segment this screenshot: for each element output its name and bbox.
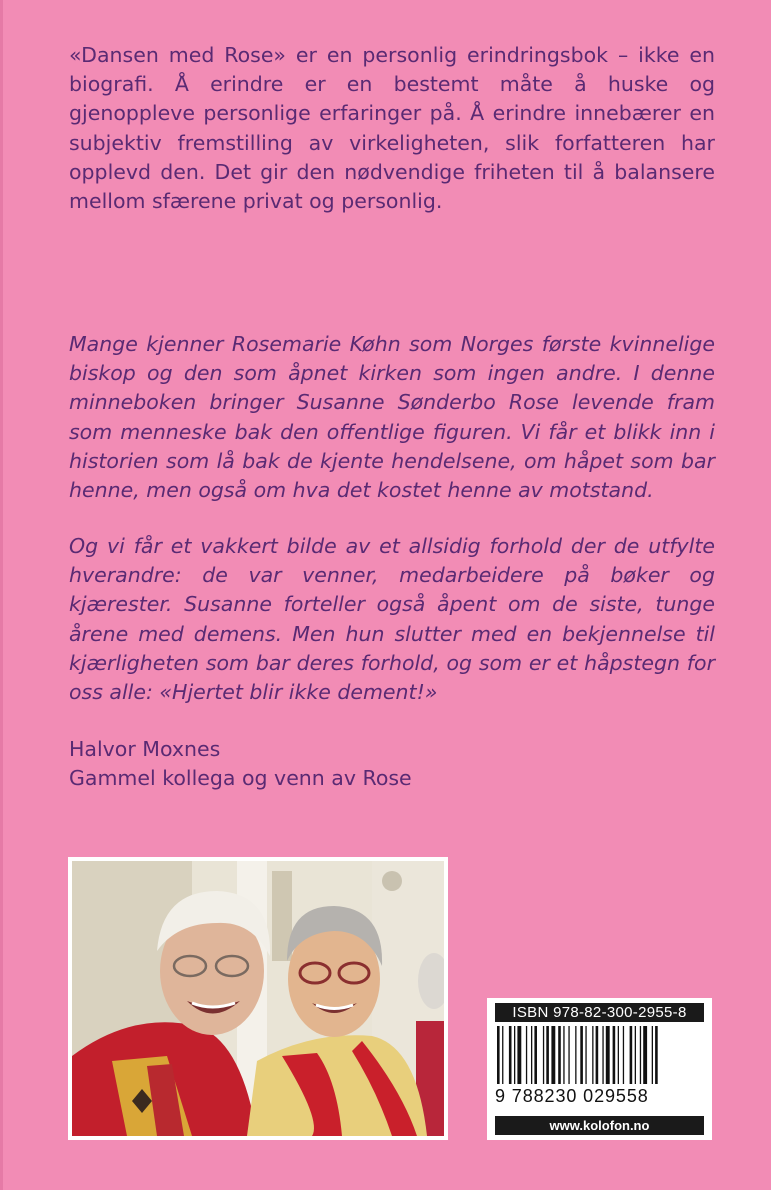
barcode-bar xyxy=(509,1026,512,1084)
barcode-bar xyxy=(534,1026,537,1084)
barcode-bar xyxy=(596,1026,599,1084)
barcode-bar xyxy=(606,1026,610,1084)
barcode-bar xyxy=(630,1026,633,1084)
barcode-bar xyxy=(558,1026,561,1084)
barcode-bar xyxy=(640,1026,641,1084)
barcode-icon xyxy=(495,1026,705,1086)
barcode-bar xyxy=(563,1026,564,1084)
barcode-bar xyxy=(643,1026,647,1084)
barcode-bar xyxy=(613,1026,616,1084)
isbn-label: ISBN 978-82-300-2955-8 xyxy=(495,1003,704,1022)
barcode-bar xyxy=(635,1026,636,1084)
barcode-bar xyxy=(514,1026,515,1084)
reviewer-role: Gammel kollega og venn av Rose xyxy=(69,766,412,790)
barcode-bar xyxy=(592,1026,593,1084)
publisher-website: www.kolofon.no xyxy=(495,1116,704,1135)
barcode-bar xyxy=(517,1026,521,1084)
barcode-bar xyxy=(623,1026,624,1084)
barcode-bar xyxy=(568,1026,569,1084)
intro-paragraph: «Dansen med Rose» er en personlig erindringsbok – ikke en biografi. Å erindre er en bestemt måte å huske og gjenoppleve personlige erfaringer på. Å erindre innebærer en subjektiv fremstilling av virkeligheten, slik forfatteren har opplevd den. Det gir den nødvendige friheten til å balansere mellom sfærene privat og personlig. xyxy=(69,43,715,214)
barcode-bar xyxy=(502,1026,503,1084)
barcode-bar xyxy=(580,1026,583,1084)
barcode-bar xyxy=(543,1026,544,1084)
barcode-bar xyxy=(602,1026,603,1084)
barcode-bar xyxy=(575,1026,576,1084)
barcode-bar xyxy=(618,1026,619,1084)
isbn-barcode-panel xyxy=(487,998,712,1140)
barcode-bar xyxy=(585,1026,586,1084)
cover-edge xyxy=(0,0,3,1190)
reviewer-name: Halvor Moxnes xyxy=(69,737,221,761)
barcode-bar xyxy=(526,1026,527,1084)
barcode-bar xyxy=(551,1026,555,1084)
barcode-bar xyxy=(531,1026,532,1084)
barcode-bar xyxy=(652,1026,653,1084)
photo-illustration xyxy=(72,861,444,1136)
review-paragraph-2: Og vi får et vakkert bilde av et allsidig forhold der de utfylte hverandre: de var venner, medarbeidere på bøker og kjærester. Susanne forteller også åpent om de siste, tunge årene med demens. Men hun slutter med en bekjennelse til kjærligheten som bar deres forhold, og som er et håpstegn for oss alle: «Hjertet blir ikke dement!» xyxy=(69,534,715,705)
barcode-bar xyxy=(655,1026,658,1084)
author-photo xyxy=(68,857,448,1140)
barcode-bar xyxy=(546,1026,549,1084)
isbn-digits: 9 788230 029558 xyxy=(495,1086,649,1106)
review-paragraph-1: Mange kjenner Rosemarie Køhn som Norges første kvinnelige biskop og den som åpnet kirken som ingen andre. I denne minneboken bringer Susanne Sønderbo Rose levende fram som menneske bak den offentlige figuren. Vi får et blikk inn i historien som lå bak de kjente hendelsene, om håpet som bar henne, men også om hva det kostet henne av motstand. xyxy=(69,332,715,503)
barcode-bar xyxy=(497,1026,500,1084)
